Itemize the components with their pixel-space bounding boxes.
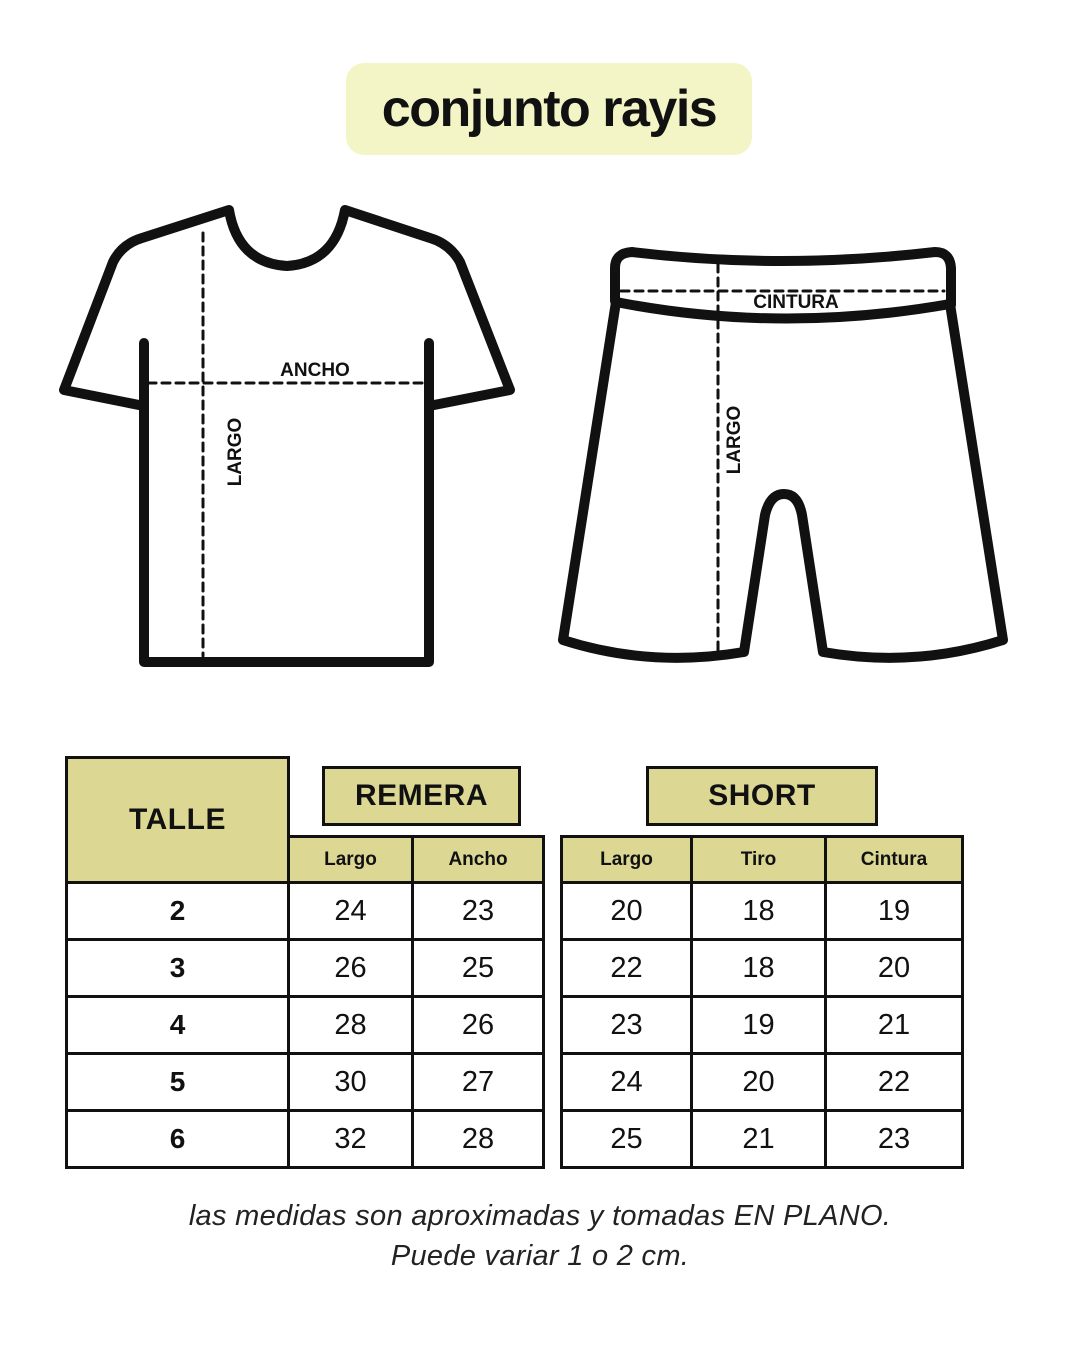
table-cell: 22	[824, 1052, 964, 1112]
remera-title: REMERA	[322, 766, 521, 826]
short-col-largo: Largo	[560, 835, 693, 884]
table-cell: 20	[824, 938, 964, 998]
tshirt-width-label: ANCHO	[280, 360, 350, 381]
table-cell: 18	[690, 938, 827, 998]
table-cell: 19	[824, 881, 964, 941]
table-cell: 26	[287, 938, 414, 998]
table-cell: 28	[287, 995, 414, 1055]
table-cell: 27	[411, 1052, 545, 1112]
table-row-talle: 4	[65, 995, 290, 1055]
table-cell: 23	[560, 995, 693, 1055]
footnote-line-2: Puede variar 1 o 2 cm.	[390, 1240, 690, 1272]
table-cell: 32	[287, 1109, 414, 1169]
short-legs-icon	[563, 302, 1003, 658]
table-cell: 25	[411, 938, 545, 998]
short-length-label: LARGO	[724, 405, 745, 475]
table-cell: 30	[287, 1052, 414, 1112]
remera-col-ancho: Ancho	[411, 835, 545, 884]
short-title: SHORT	[646, 766, 878, 826]
talle-header: TALLE	[65, 756, 290, 884]
footnote	[0, 1196, 1080, 1276]
table-cell: 25	[560, 1109, 693, 1169]
short-col-tiro: Tiro	[690, 835, 827, 884]
table-cell: 19	[690, 995, 827, 1055]
table-cell: 26	[411, 995, 545, 1055]
table-cell: 24	[560, 1052, 693, 1112]
table-cell: 23	[411, 881, 545, 941]
short-waist-label: CINTURA	[753, 292, 839, 313]
footnote-line-1: las medidas son aproximadas y tomadas EN PLANO.	[188, 1200, 892, 1232]
table-row-talle: 6	[65, 1109, 290, 1169]
table-cell: 21	[824, 995, 964, 1055]
tshirt-diagram	[64, 210, 510, 662]
table-cell: 23	[824, 1109, 964, 1169]
tshirt-length-label: LARGO	[225, 417, 246, 487]
table-row-talle: 3	[65, 938, 290, 998]
table-cell: 28	[411, 1109, 545, 1169]
table-cell: 18	[690, 881, 827, 941]
table-row-talle: 2	[65, 881, 290, 941]
table-cell: 21	[690, 1109, 827, 1169]
short-col-cintura: Cintura	[824, 835, 964, 884]
table-cell: 24	[287, 881, 414, 941]
remera-col-largo: Largo	[287, 835, 414, 884]
table-cell: 20	[560, 881, 693, 941]
table-cell: 20	[690, 1052, 827, 1112]
table-cell: 22	[560, 938, 693, 998]
tshirt-outline-icon	[64, 210, 510, 662]
page-title: conjunto rayis	[381, 80, 717, 138]
table-row-talle: 5	[65, 1052, 290, 1112]
